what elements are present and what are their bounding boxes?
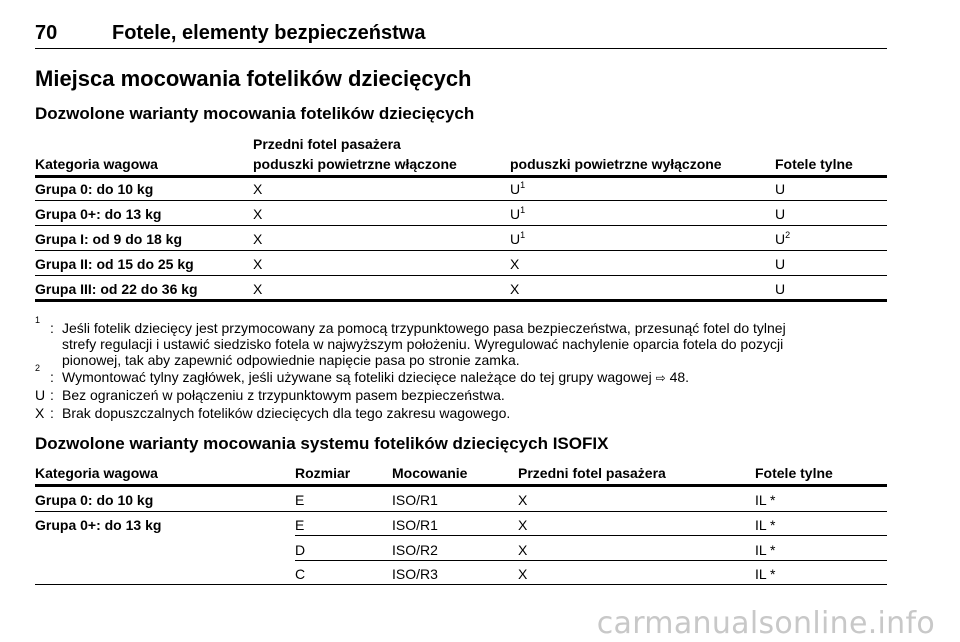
- table2-col-size: Rozmiar: [295, 465, 351, 481]
- table1-bottom-rule: [35, 299, 887, 302]
- row-divider: [295, 560, 887, 561]
- table2-title: Dozwolone warianty mocowania systemu fotelików dziecięcych ISOFIX: [35, 434, 609, 453]
- row-divider: [35, 200, 887, 201]
- row-fixture: ISO/R2: [392, 542, 438, 558]
- table1-header-rule: [35, 175, 887, 178]
- page-number: 70: [35, 22, 58, 44]
- row-divider: [295, 535, 887, 536]
- row-divider: [35, 275, 887, 276]
- table1-col-category: Kategoria wagowa: [35, 156, 158, 172]
- row-front: X: [518, 517, 528, 533]
- table2-col-front: Przedni fotel pasażera: [518, 465, 666, 481]
- row-category: Grupa 0: do 10 kg: [35, 181, 154, 197]
- row-rear: IL *: [755, 492, 776, 508]
- row-airbag-on: X: [253, 256, 263, 272]
- row-airbag-on: X: [253, 181, 263, 197]
- row-rear: $U^2$: [775, 230, 791, 247]
- row-rear: IL *: [755, 517, 776, 533]
- row-airbag-on: X: [253, 231, 263, 247]
- row-category: Grupa I: od 9 do 18 kg: [35, 231, 183, 247]
- row-fixture: ISO/R3: [392, 566, 438, 582]
- row-size: E: [295, 492, 305, 508]
- chapter-title: Fotele, elementy bezpieczeństwa: [112, 22, 426, 44]
- row-front: X: [518, 492, 528, 508]
- table2-col-category: Kategoria wagowa: [35, 465, 158, 481]
- table2-bottom-rule: [35, 584, 887, 585]
- table1-col-rear: Fotele tylne: [775, 156, 853, 172]
- table1-col-airbag-on: poduszki powietrzne włączone: [253, 156, 457, 172]
- row-airbag-on: X: [253, 206, 263, 222]
- table2-col-fixture: Mocowanie: [392, 465, 468, 481]
- row-fixture: ISO/R1: [392, 517, 438, 533]
- row-rear: IL *: [755, 542, 776, 558]
- row-rear: U: [775, 181, 786, 197]
- row-airbag-off: X: [510, 256, 520, 272]
- row-airbag-off: X: [510, 281, 520, 297]
- table1-title: Dozwolone warianty mocowania fotelików dziecięcych: [35, 104, 475, 123]
- row-rear: U: [775, 281, 786, 297]
- table2-header-rule: [35, 484, 887, 487]
- row-category: Grupa 0+: do 13 kg: [35, 517, 162, 533]
- row-front: X: [518, 566, 528, 582]
- row-airbag-off: $U^1$: [510, 205, 526, 222]
- section-title: Miejsca mocowania fotelików dziecięcych: [35, 66, 472, 91]
- row-size: D: [295, 542, 306, 558]
- row-category: Grupa II: od 15 do 25 kg: [35, 256, 194, 272]
- row-fixture: ISO/R1: [392, 492, 438, 508]
- row-category: Grupa 0: do 10 kg: [35, 492, 154, 508]
- row-divider: [35, 511, 887, 512]
- watermark: carmanualsonline.info: [596, 606, 935, 641]
- row-rear: U: [775, 206, 786, 222]
- row-airbag-off: $U^1$: [510, 180, 526, 197]
- row-rear: U: [775, 256, 786, 272]
- row-front: X: [518, 542, 528, 558]
- table1-col-airbag-off: poduszki powietrzne wyłączone: [510, 156, 722, 172]
- row-airbag-on: X: [253, 281, 263, 297]
- page-reference[interactable]: 48.: [669, 369, 690, 385]
- row-divider: [35, 250, 887, 251]
- row-rear: IL *: [755, 566, 776, 582]
- row-size: C: [295, 566, 306, 582]
- table2-col-rear: Fotele tylne: [755, 465, 833, 481]
- table1-group-header: Przedni fotel pasażera: [253, 136, 401, 152]
- row-category: Grupa III: od 22 do 36 kg: [35, 281, 198, 297]
- page-reference-arrow-icon: ⇨: [655, 371, 666, 385]
- row-size: E: [295, 517, 305, 533]
- row-divider: [35, 225, 887, 226]
- page-header: [35, 22, 887, 49]
- row-category: Grupa 0+: do 13 kg: [35, 206, 162, 222]
- row-airbag-off: $U^1$: [510, 230, 526, 247]
